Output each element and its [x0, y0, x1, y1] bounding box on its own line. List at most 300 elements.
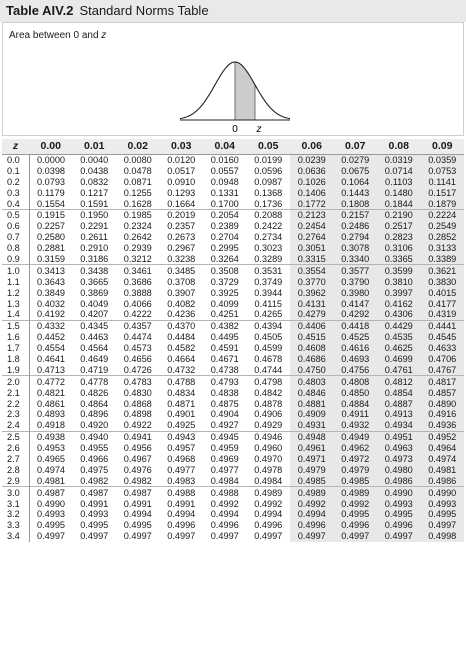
area-value-cell: 0.4554 [36, 343, 66, 354]
area-value-cell: 0.4545 [421, 332, 465, 343]
area-value-cell: 0.4969 [210, 453, 239, 464]
z-value-cell: 1.6 [2, 332, 29, 343]
area-value-cell: 0.0557 [210, 165, 239, 176]
area-value-cell: 0.2823 [377, 232, 421, 243]
area-value-cell: 0.3531 [247, 265, 291, 276]
area-value-cell: 0.3508 [203, 265, 247, 276]
area-value-cell: 0.0753 [421, 165, 465, 176]
area-value-cell: 0.3729 [210, 276, 239, 287]
area-value-cell: 0.4207 [80, 309, 109, 320]
area-value-cell: 0.4608 [290, 343, 334, 354]
table-row [2, 332, 464, 343]
z-value-cell: 2.4 [2, 420, 29, 431]
area-value-cell: 0.4945 [203, 431, 247, 442]
z-value-cell: 1.2 [2, 287, 29, 298]
area-value-cell: 0.1217 [80, 187, 109, 198]
area-value-cell: 0.3810 [377, 276, 421, 287]
area-value-cell: 0.4963 [377, 443, 421, 454]
area-value-cell: 0.4871 [167, 398, 196, 409]
area-value-cell: 0.4980 [377, 464, 421, 475]
area-value-cell: 0.4911 [334, 409, 378, 420]
area-value-cell: 0.4997 [421, 520, 465, 531]
area-value-cell: 0.4896 [80, 409, 109, 420]
z-value-cell: 2.2 [2, 398, 29, 409]
area-value-cell: 0.0793 [36, 176, 66, 187]
area-value-cell: 0.1517 [421, 187, 465, 198]
area-value-cell: 0.4986 [377, 475, 421, 486]
area-value-cell: 0.4936 [421, 420, 465, 431]
area-value-cell: 0.4979 [290, 464, 334, 475]
area-value-cell: 0.4997 [167, 531, 196, 542]
area-value-cell: 0.4147 [334, 298, 378, 309]
area-value-cell: 0.2257 [36, 221, 66, 232]
table-row [2, 464, 464, 475]
table-row [2, 354, 464, 365]
area-value-cell: 0.3159 [36, 253, 66, 264]
z-value-cell: 2.5 [2, 431, 29, 442]
z-value-cell: 2.1 [2, 387, 29, 398]
area-value-cell: 0.4986 [421, 475, 465, 486]
area-value-cell: 0.4868 [123, 398, 152, 409]
area-value-cell: 0.4582 [167, 343, 196, 354]
area-value-cell: 0.4996 [167, 520, 196, 531]
area-value-cell: 0.3686 [123, 276, 152, 287]
area-value-cell: 0.3106 [377, 243, 421, 254]
table-row [2, 364, 464, 375]
area-value-cell: 0.4987 [29, 487, 73, 498]
area-value-cell: 0.1915 [29, 209, 73, 220]
z-value-cell: 0.1 [2, 165, 29, 176]
area-value-cell: 0.1950 [73, 209, 117, 220]
table-body [2, 154, 464, 542]
area-value-cell: 0.4817 [421, 376, 465, 387]
area-value-cell: 0.1255 [123, 187, 152, 198]
area-value-cell: 0.4525 [334, 332, 378, 343]
z-column-header: z [2, 139, 29, 154]
area-value-cell: 0.1591 [80, 198, 109, 209]
area-value-cell: 0.4821 [36, 387, 66, 398]
table-row [2, 431, 464, 442]
area-value-cell: 0.4750 [290, 364, 334, 375]
area-value-cell: 0.3869 [80, 287, 109, 298]
z-value-cell: 1.3 [2, 298, 29, 309]
area-value-cell: 0.4981 [421, 464, 465, 475]
area-value-cell: 0.3438 [73, 265, 117, 276]
area-value-cell: 0.4706 [421, 354, 465, 365]
area-value-cell: 0.3770 [290, 276, 334, 287]
z-value-cell: 3.0 [2, 487, 29, 498]
area-value-cell: 0.4997 [36, 531, 66, 542]
table-row [2, 531, 464, 542]
area-value-cell: 0.4591 [210, 343, 239, 354]
area-value-cell: 0.4995 [377, 509, 421, 520]
area-value-cell: 0.3997 [377, 287, 421, 298]
area-value-cell: 0.0832 [80, 176, 109, 187]
column-header: 0.05 [247, 139, 291, 154]
area-value-cell: 0.4961 [290, 443, 334, 454]
area-value-cell: 0.3980 [334, 287, 378, 298]
area-value-cell: 0.4995 [123, 520, 152, 531]
area-value-cell: 0.4997 [123, 531, 152, 542]
area-value-cell: 0.4991 [167, 498, 196, 509]
area-value-cell: 0.4772 [29, 376, 73, 387]
area-value-cell: 0.4693 [334, 354, 378, 365]
area-value-cell: 0.4977 [210, 464, 239, 475]
area-value-cell: 0.4990 [36, 498, 66, 509]
area-value-cell: 0.3944 [254, 287, 283, 298]
z-value-cell: 0.3 [2, 187, 29, 198]
area-value-cell: 0.4978 [254, 464, 283, 475]
table-row [2, 376, 464, 387]
area-value-cell: 0.1700 [210, 198, 239, 209]
area-value-cell: 0.4664 [167, 353, 196, 364]
table-title-bar [0, 0, 466, 22]
area-value-cell: 0.3485 [160, 265, 204, 276]
area-value-cell: 0.3340 [334, 254, 378, 265]
table-row [2, 265, 464, 276]
area-value-cell: 0.1026 [290, 176, 334, 187]
area-value-cell: 0.4974 [421, 454, 465, 465]
area-value-cell: 0.0714 [377, 165, 421, 176]
area-value-cell: 0.2486 [334, 221, 378, 232]
area-value-cell: 0.4929 [254, 420, 283, 431]
area-value-cell: 0.4904 [210, 409, 239, 420]
area-value-cell: 0.0279 [334, 154, 378, 165]
z-value-cell: 1.8 [2, 354, 29, 365]
column-header: 0.02 [116, 139, 160, 154]
area-value-cell: 0.4965 [36, 453, 66, 464]
area-value-cell: 0.4943 [160, 431, 204, 442]
area-value-cell: 0.4990 [421, 487, 465, 498]
column-header: 0.07 [334, 139, 378, 154]
area-value-cell: 0.4699 [377, 354, 421, 365]
area-value-cell: 0.2642 [123, 232, 152, 243]
area-value-cell: 0.4952 [421, 431, 465, 442]
area-value-cell: 0.4988 [160, 487, 204, 498]
area-value-cell: 0.4994 [210, 509, 239, 520]
table-row [2, 320, 464, 331]
table-header-row [2, 139, 464, 154]
area-value-cell: 0.4864 [80, 398, 109, 409]
area-value-cell: 0.3888 [123, 287, 152, 298]
z-value-cell: 3.3 [2, 520, 29, 531]
area-value-cell: 0.4834 [167, 387, 196, 398]
area-value-cell: 0.1103 [377, 176, 421, 187]
zero-label: 0 [232, 124, 238, 135]
z-value-cell: 1.1 [2, 276, 29, 287]
area-value-cell: 0.4319 [421, 309, 465, 320]
area-value-cell: 0.4850 [334, 387, 378, 398]
area-value-cell: 0.4441 [421, 320, 465, 331]
area-value-cell: 0.4515 [290, 332, 334, 343]
area-value-cell: 0.4996 [334, 520, 378, 531]
area-value-cell: 0.4940 [73, 431, 117, 442]
area-value-cell: 0.3212 [123, 253, 152, 264]
area-value-cell: 0.2580 [36, 232, 66, 243]
area-value-cell: 0.4995 [80, 520, 109, 531]
area-value-cell: 0.4292 [334, 309, 378, 320]
area-value-cell: 0.1406 [290, 187, 334, 198]
area-value-cell: 0.2517 [377, 221, 421, 232]
table-row [2, 221, 464, 232]
area-value-cell: 0.3264 [210, 253, 239, 264]
area-value-cell: 0.4913 [377, 409, 421, 420]
area-value-cell: 0.1293 [167, 187, 196, 198]
table-row [2, 475, 464, 486]
area-value-cell: 0.0000 [36, 154, 66, 165]
column-header: 0.03 [160, 139, 204, 154]
area-value-cell: 0.3708 [167, 276, 196, 287]
area-value-cell: 0.3925 [210, 287, 239, 298]
area-value-cell: 0.4625 [377, 343, 421, 354]
area-value-cell: 0.2291 [80, 221, 109, 232]
area-value-cell: 0.4901 [167, 409, 196, 420]
area-value-cell: 0.4973 [377, 454, 421, 465]
area-value-cell: 0.4671 [210, 353, 239, 364]
area-value-cell: 0.4987 [116, 487, 160, 498]
area-value-cell: 0.4989 [247, 487, 291, 498]
area-value-cell: 0.2967 [167, 243, 196, 254]
table-row [2, 232, 464, 243]
area-value-cell: 0.2704 [210, 232, 239, 243]
area-value-cell: 0.4649 [80, 353, 109, 364]
area-value-cell: 0.4898 [123, 409, 152, 420]
z-value-cell: 1.9 [2, 364, 29, 375]
area-value-cell: 0.4686 [290, 354, 334, 365]
area-value-cell: 0.4998 [421, 531, 465, 542]
area-value-cell: 0.3365 [377, 254, 421, 265]
area-value-cell: 0.4985 [290, 475, 334, 486]
table-row [2, 443, 464, 454]
area-value-cell: 0.4738 [210, 364, 239, 375]
area-value-cell: 0.4854 [377, 387, 421, 398]
caption-z: z [101, 30, 107, 41]
area-value-cell: 0.4934 [377, 420, 421, 431]
area-value-cell: 0.4505 [254, 332, 283, 343]
column-header: 0.01 [73, 139, 117, 154]
area-value-cell: 0.1808 [334, 198, 378, 209]
column-header: 0.06 [290, 139, 334, 154]
z-value-cell: 3.4 [2, 531, 29, 542]
area-value-cell: 0.4418 [334, 320, 378, 331]
area-value-cell: 0.4332 [29, 320, 73, 331]
z-value-cell: 2.0 [2, 376, 29, 387]
area-value-cell: 0.4997 [210, 531, 239, 542]
area-value-cell: 0.0478 [123, 165, 152, 176]
area-value-cell: 0.3078 [334, 243, 378, 254]
area-value-cell: 0.4830 [123, 387, 152, 398]
area-value-cell: 0.4989 [334, 487, 378, 498]
area-value-cell: 0.1554 [36, 198, 66, 209]
area-value-cell: 0.4941 [116, 431, 160, 442]
area-value-cell: 0.4838 [210, 387, 239, 398]
area-value-cell: 0.2734 [254, 232, 283, 243]
area-value-cell: 0.0636 [290, 165, 334, 176]
area-value-cell: 0.4573 [123, 343, 152, 354]
area-value-cell: 0.4957 [167, 443, 196, 454]
area-value-cell: 0.4967 [123, 453, 152, 464]
area-value-cell: 0.4988 [203, 487, 247, 498]
area-value-cell: 0.4925 [167, 420, 196, 431]
area-value-cell: 0.4032 [36, 298, 66, 309]
area-value-cell: 0.4893 [36, 409, 66, 420]
area-value-cell: 0.4495 [210, 332, 239, 343]
area-value-cell: 0.0871 [123, 176, 152, 187]
area-value-cell: 0.4279 [290, 309, 334, 320]
area-value-cell: 0.3577 [334, 265, 378, 276]
area-value-cell: 0.4982 [123, 475, 152, 486]
area-value-cell: 0.4994 [254, 509, 283, 520]
area-value-cell: 0.4861 [36, 398, 66, 409]
area-value-cell: 0.4788 [160, 376, 204, 387]
area-value-cell: 0.3389 [421, 254, 465, 265]
area-value-cell: 0.4987 [73, 487, 117, 498]
area-value-cell: 0.2190 [377, 209, 421, 220]
area-value-cell: 0.2324 [123, 221, 152, 232]
area-value-cell: 0.4976 [123, 464, 152, 475]
area-value-cell: 0.4951 [377, 431, 421, 442]
area-value-cell: 0.4996 [254, 520, 283, 531]
area-value-cell: 0.4857 [421, 387, 465, 398]
area-value-cell: 0.4890 [421, 398, 465, 409]
area-value-cell: 0.4463 [80, 332, 109, 343]
area-value-cell: 0.3830 [421, 276, 465, 287]
area-value-cell: 0.4968 [167, 453, 196, 464]
area-value-cell: 0.4719 [80, 364, 109, 375]
area-value-cell: 0.4713 [36, 364, 66, 375]
area-value-cell: 0.1664 [167, 198, 196, 209]
area-value-cell: 0.3849 [36, 287, 66, 298]
area-value-cell: 0.4778 [73, 376, 117, 387]
z-value-cell: 2.9 [2, 475, 29, 486]
area-value-cell: 0.3554 [290, 265, 334, 276]
area-value-cell: 0.4993 [80, 509, 109, 520]
z-value-cell: 1.7 [2, 343, 29, 354]
area-value-cell: 0.4875 [210, 398, 239, 409]
area-value-cell: 0.4996 [377, 520, 421, 531]
table-row [2, 298, 464, 309]
area-value-cell: 0.4732 [167, 364, 196, 375]
table-number: Table AIV.2 [6, 3, 74, 18]
area-value-cell: 0.3023 [254, 243, 283, 254]
z-value-cell: 0.5 [2, 209, 29, 220]
area-value-cell: 0.4997 [290, 531, 334, 542]
z-label: z [256, 124, 262, 135]
area-value-cell: 0.0359 [421, 154, 465, 165]
area-value-cell: 0.4066 [123, 298, 152, 309]
area-value-cell: 0.1628 [123, 198, 152, 209]
area-value-cell: 0.4994 [290, 509, 334, 520]
area-value-cell: 0.0040 [80, 154, 109, 165]
table-row [2, 287, 464, 298]
table-row [2, 276, 464, 287]
area-value-cell: 0.1064 [334, 176, 378, 187]
area-value-cell: 0.4783 [116, 376, 160, 387]
area-value-cell: 0.3133 [421, 243, 465, 254]
area-value-cell: 0.4826 [80, 387, 109, 398]
area-value-cell: 0.2939 [123, 243, 152, 254]
area-value-cell: 0.4956 [123, 443, 152, 454]
area-value-cell: 0.1480 [377, 187, 421, 198]
table-row [2, 498, 464, 509]
area-value-cell: 0.4192 [36, 309, 66, 320]
area-value-cell: 0.1443 [334, 187, 378, 198]
z-value-cell: 0.2 [2, 176, 29, 187]
area-value-cell: 0.4927 [210, 420, 239, 431]
area-value-cell: 0.4960 [254, 443, 283, 454]
area-value-cell: 0.4995 [36, 520, 66, 531]
area-value-cell: 0.4932 [334, 420, 378, 431]
area-value-cell: 0.1141 [421, 176, 465, 187]
table-row [2, 487, 464, 498]
area-value-cell: 0.4994 [167, 509, 196, 520]
table-row [2, 409, 464, 420]
area-value-cell: 0.1844 [377, 198, 421, 209]
area-value-cell: 0.4846 [290, 387, 334, 398]
area-value-cell: 0.0910 [167, 176, 196, 187]
area-value-cell: 0.0517 [167, 165, 196, 176]
area-value-cell: 0.4761 [377, 364, 421, 375]
area-value-cell: 0.2910 [80, 243, 109, 254]
area-value-cell: 0.4803 [290, 376, 334, 387]
area-value-cell: 0.4842 [254, 387, 283, 398]
table-row [2, 165, 464, 176]
z-value-cell: 0.9 [2, 254, 29, 265]
z-value-cell: 0.0 [2, 154, 29, 165]
area-value-cell: 0.3315 [290, 254, 334, 265]
area-value-cell: 0.4995 [334, 509, 378, 520]
area-value-cell: 0.4049 [80, 298, 109, 309]
area-value-cell: 0.0080 [123, 154, 152, 165]
area-value-cell: 0.4251 [210, 309, 239, 320]
table-row [2, 309, 464, 320]
area-value-cell: 0.4992 [210, 498, 239, 509]
area-value-cell: 0.2157 [334, 209, 378, 220]
area-value-cell: 0.4641 [36, 353, 66, 364]
area-value-cell: 0.0948 [210, 176, 239, 187]
area-value-cell: 0.4953 [36, 443, 66, 454]
area-value-cell: 0.4974 [36, 464, 66, 475]
area-value-cell: 0.3962 [290, 287, 334, 298]
area-value-cell: 0.2881 [36, 243, 66, 254]
z-value-cell: 0.7 [2, 232, 29, 243]
area-value-cell: 0.4996 [290, 520, 334, 531]
z-value-cell: 2.8 [2, 464, 29, 475]
area-value-cell: 0.4992 [334, 498, 378, 509]
area-value-cell: 0.2549 [421, 221, 465, 232]
area-value-cell: 0.4881 [290, 398, 334, 409]
z-value-cell: 1.5 [2, 320, 29, 331]
z-value-cell: 1.0 [2, 265, 29, 276]
area-value-cell: 0.4966 [80, 453, 109, 464]
area-value-cell: 0.4977 [167, 464, 196, 475]
area-value-cell: 0.4964 [421, 443, 465, 454]
area-value-cell: 0.4971 [290, 454, 334, 465]
area-value-cell: 0.4979 [334, 464, 378, 475]
area-value-cell: 0.4793 [203, 376, 247, 387]
area-value-cell: 0.4920 [80, 420, 109, 431]
area-value-cell: 0.4997 [334, 531, 378, 542]
area-value-cell: 0.0239 [290, 154, 334, 165]
z-value-cell: 0.8 [2, 243, 29, 254]
table-row [2, 209, 464, 220]
caption-prefix: Area between 0 and [9, 30, 99, 41]
area-value-cell: 0.4918 [36, 420, 66, 431]
area-value-cell: 0.0987 [254, 176, 283, 187]
area-value-cell: 0.4975 [80, 464, 109, 475]
area-value-cell: 0.4984 [254, 475, 283, 486]
area-value-cell: 0.4985 [334, 475, 378, 486]
